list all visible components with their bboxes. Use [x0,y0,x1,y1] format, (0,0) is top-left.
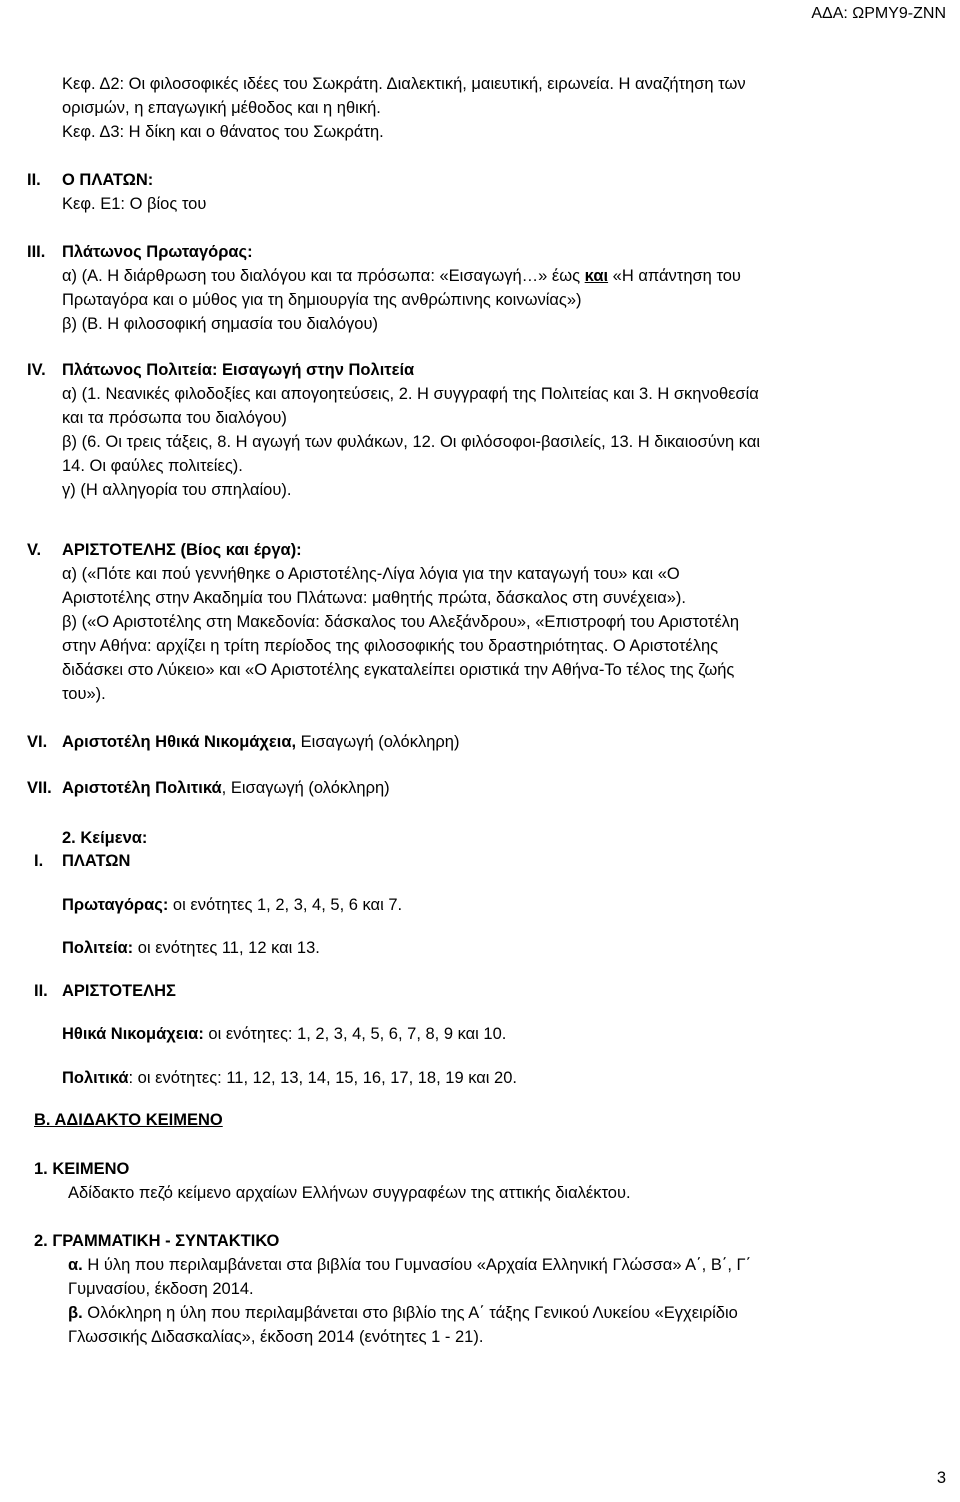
section-title: Ο ΠΛΑΤΩΝ: [62,171,154,189]
text-line: Αριστοτέλης στην Ακαδημία του Πλάτωνα: μαθητής πρώτα, δάσκαλος στη συνέχεια»). [62,589,687,607]
subsection-title: 1. ΚΕΙΜΕΝΟ [34,1160,130,1178]
work-title: Αριστοτέλη Ηθικά Νικομάχεια, [62,733,297,751]
subsection-title: 2. ΓΡΑΜΜΑΤΙΚΗ - ΣΥΝΤΑΚΤΙΚΟ [34,1232,280,1250]
section-number: II. [27,171,41,189]
text-line: γ) (Η αλληγορία του σπηλαίου). [62,481,292,499]
text-line: 14. Οι φαύλες πολιτείες). [62,457,243,475]
text-line: Κεφ. Ε1: Ο βίος του [62,195,207,213]
section-number: I. [34,852,44,870]
underlined-kai: και [584,267,609,285]
section-number: IV. [27,361,46,379]
text-line: διδάσκει στο Λύκειο» και «Ο Αριστοτέλης εγκαταλείπει οριστικά την Αθήνα-Το τέλος της ζωής [62,661,735,679]
text-line: του»). [62,685,106,703]
work-title: Αριστοτέλη Πολιτικά [62,779,222,797]
section-title: ΑΡΙΣΤΟΤΕΛΗΣ (Βίος και έργα): [62,541,302,559]
text-line: β) (Β. Η φιλοσοφική σημασία του διαλόγου) [62,315,378,333]
page-number: 3 [936,1469,946,1487]
text-line: β) (6. Οι τρεις τάξεις, 8. Η αγωγή των φυλάκων, 12. Οι φιλόσοφοι-βασιλείς, 13. Η δικαιοσύνη και [62,433,761,451]
section-number: III. [27,243,46,261]
text-line: ορισμών, η επαγωγική μέθοδος και η ηθική. [62,99,381,117]
text-line: α) (Α. Η διάρθρωση του διαλόγου και τα πρόσωπα: «Εισαγωγή…» έως και «Η απάντηση του [62,267,741,285]
section-number: VI. [27,733,48,751]
text-line: α) (1. Νεανικές φιλοδοξίες και απογοητεύσεις, 2. Η συγγραφή της Πολιτείας και 3. Η σκηνοθεσία [62,385,759,403]
section-title: ΑΡΙΣΤΟΤΕΛΗΣ [62,982,176,1000]
section-title: ΠΛΑΤΩΝ [62,852,131,870]
text-line: β) («Ο Αριστοτέλης στη Μακεδονία: δάσκαλος του Αλεξάνδρου», «Επιστροφή του Αριστοτέλη [62,613,740,631]
section-title: Πλάτωνος Πολιτεία: Εισαγωγή στην Πολιτεία [62,361,415,379]
text-line: Πρωταγόρα και ο μύθος για τη δημιουργία της ανθρώπινης κοινωνίας») [62,291,582,309]
section-number: VII. [27,779,52,797]
ada-code: ΑΔΑ: ΩΡΜΥ9-ΖΝΝ [811,5,946,22]
text-line: Κεφ. Δ2: Οι φιλοσοφικές ιδέες του Σωκράτη. Διαλεκτική, μαιευτική, ειρωνεία. Η αναζήτηση των [62,75,746,93]
section-title: Πλάτωνος Πρωταγόρας: [62,243,253,261]
text-line: Κεφ. Δ3: Η δίκη και ο θάνατος του Σωκράτη. [62,123,384,141]
section-number: V. [27,541,42,559]
text-line: Αδίδακτο πεζό κείμενο αρχαίων Ελλήνων συγγραφέων της αττικής διαλέκτου. [68,1184,631,1202]
section-number: II. [34,982,48,1000]
text-line: α) («Πότε και πού γεννήθηκε ο Αριστοτέλης-Λίγα λόγια για την καταγωγή του» και «Ο [62,565,680,583]
text-line: και τα πρόσωπα του διαλόγου) [62,409,287,427]
text-line: στην Αθήνα: αρχίζει η τρίτη περίοδος της φιλοσοφικής του δραστηριότητας. Ο Αριστοτέλης [62,637,719,655]
